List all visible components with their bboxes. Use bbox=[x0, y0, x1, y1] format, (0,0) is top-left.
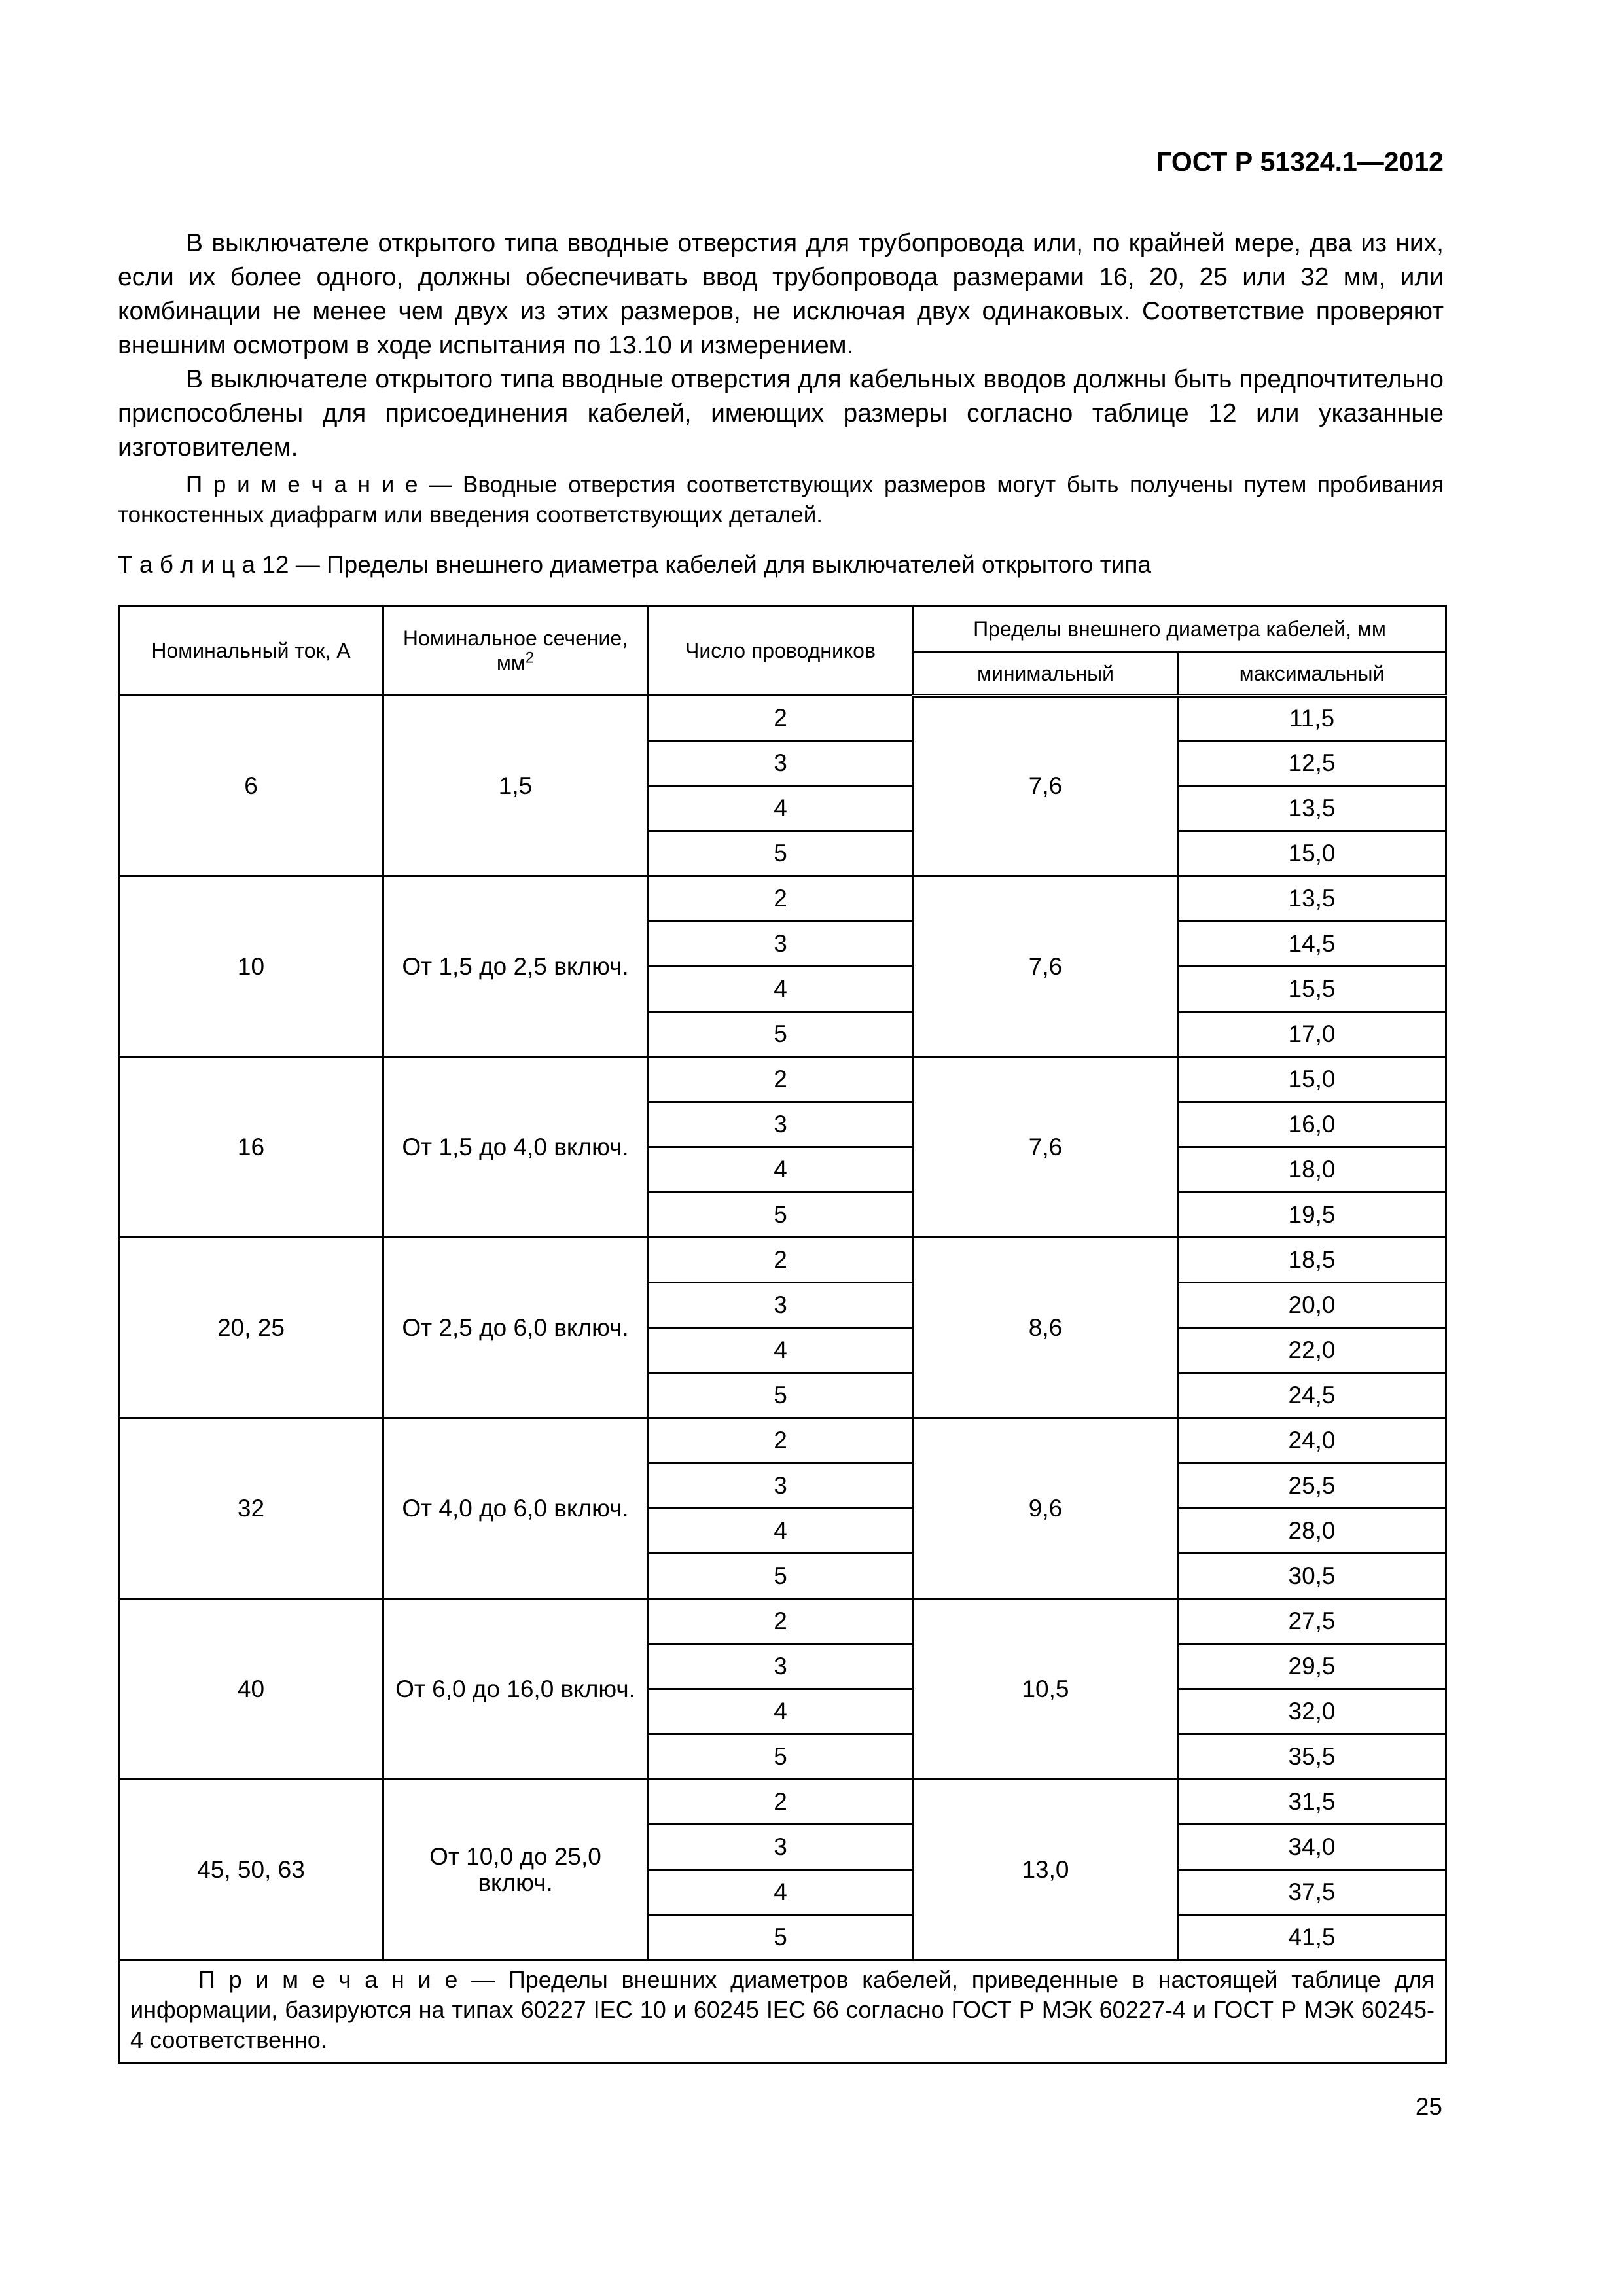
table-header bbox=[119, 606, 1446, 696]
cell-conductor-count: 3 bbox=[648, 1283, 914, 1328]
cell-max-diameter: 27,5 bbox=[1178, 1599, 1446, 1644]
cell-max-diameter: 24,0 bbox=[1178, 1418, 1446, 1463]
cell-rated-current: 16 bbox=[119, 1057, 383, 1238]
cell-conductor-count: 2 bbox=[648, 1599, 914, 1644]
cell-conductor-count: 5 bbox=[648, 1734, 914, 1780]
cell-max-diameter: 22,0 bbox=[1178, 1328, 1446, 1373]
cell-max-diameter: 15,5 bbox=[1178, 967, 1446, 1012]
cell-max-diameter: 41,5 bbox=[1178, 1915, 1446, 1960]
cell-cross-section: 1,5 bbox=[383, 696, 648, 876]
cell-conductor-count: 4 bbox=[648, 1689, 914, 1734]
cell-max-diameter: 12,5 bbox=[1178, 741, 1446, 786]
cell-conductor-count: 3 bbox=[648, 1463, 914, 1509]
cell-cross-section: От 1,5 до 2,5 включ. bbox=[383, 876, 648, 1057]
cell-max-diameter: 17,0 bbox=[1178, 1012, 1446, 1057]
cell-max-diameter: 13,5 bbox=[1178, 876, 1446, 922]
cell-max-diameter: 16,0 bbox=[1178, 1102, 1446, 1147]
cable-diameter-table bbox=[118, 605, 1447, 2064]
cell-max-diameter: 25,5 bbox=[1178, 1463, 1446, 1509]
cell-rated-current: 6 bbox=[119, 696, 383, 876]
table-body bbox=[119, 696, 1446, 1960]
cell-conductor-count: 3 bbox=[648, 1102, 914, 1147]
cell-max-diameter: 29,5 bbox=[1178, 1644, 1446, 1689]
table-row bbox=[119, 1780, 1446, 1825]
header-diameter-limits: Пределы внешнего диаметра кабелей, мм bbox=[914, 606, 1446, 653]
cell-conductor-count: 4 bbox=[648, 967, 914, 1012]
cell-conductor-count: 4 bbox=[648, 786, 914, 831]
cell-conductor-count: 4 bbox=[648, 1328, 914, 1373]
cell-conductor-count: 2 bbox=[648, 1780, 914, 1825]
cell-min-diameter: 9,6 bbox=[914, 1418, 1178, 1599]
cell-rated-current: 32 bbox=[119, 1418, 383, 1599]
cell-conductor-count: 5 bbox=[648, 1012, 914, 1057]
cell-cross-section: От 10,0 до 25,0 включ. bbox=[383, 1780, 648, 1960]
cell-conductor-count: 2 bbox=[648, 876, 914, 922]
header-cross-section: Номинальное сечение, $мм^2$ bbox=[383, 606, 648, 696]
cell-cross-section: От 4,0 до 6,0 включ. bbox=[383, 1418, 648, 1599]
cell-max-diameter: 18,5 bbox=[1178, 1238, 1446, 1283]
standard-id: ГОСТ Р 51324.1—2012 bbox=[1156, 147, 1444, 177]
table-caption bbox=[118, 551, 1151, 579]
cell-max-diameter: 24,5 bbox=[1178, 1373, 1446, 1418]
cell-rated-current: 10 bbox=[119, 876, 383, 1057]
cell-min-diameter: 7,6 bbox=[914, 1057, 1178, 1238]
cell-conductor-count: 2 bbox=[648, 1238, 914, 1283]
paragraph-cable-entries: В выключателе открытого типа вводные отверстия для кабельных вводов должны быть предпочтительно приспособлены для присоединения кабелей, имеющих размеры согласно таблице 12 или указанные изготовителем. bbox=[118, 365, 1444, 461]
cell-conductor-count: 3 bbox=[648, 1644, 914, 1689]
header-rated-current: Номинальный ток, А bbox=[119, 606, 383, 696]
cell-conductor-count: 4 bbox=[648, 1147, 914, 1193]
cell-rated-current: 20, 25 bbox=[119, 1238, 383, 1418]
cell-max-diameter: 30,5 bbox=[1178, 1554, 1446, 1599]
cell-max-diameter: 28,0 bbox=[1178, 1509, 1446, 1554]
cell-max-diameter: 34,0 bbox=[1178, 1825, 1446, 1870]
note-label: П р и м е ч а н и е bbox=[186, 472, 418, 497]
cell-conductor-count: 3 bbox=[648, 741, 914, 786]
table-footnote bbox=[119, 1960, 1446, 2063]
table-row bbox=[119, 696, 1446, 741]
cell-max-diameter: 11,5 bbox=[1178, 696, 1446, 741]
cell-max-diameter: 32,0 bbox=[1178, 1689, 1446, 1734]
cell-conductor-count: 5 bbox=[648, 1373, 914, 1418]
cell-min-diameter: 7,6 bbox=[914, 696, 1178, 876]
table-row bbox=[119, 876, 1446, 922]
cell-conductor-count: 5 bbox=[648, 1554, 914, 1599]
cell-conductor-count: 2 bbox=[648, 1418, 914, 1463]
cell-rated-current: 45, 50, 63 bbox=[119, 1780, 383, 1960]
cell-cross-section: От 2,5 до 6,0 включ. bbox=[383, 1238, 648, 1418]
cell-max-diameter: 35,5 bbox=[1178, 1734, 1446, 1780]
cell-conductor-count: 5 bbox=[648, 1193, 914, 1238]
note-entries bbox=[118, 470, 1444, 530]
header-max-diameter: максимальный bbox=[1178, 653, 1446, 696]
cell-conductor-count: 4 bbox=[648, 1509, 914, 1554]
table-caption-label: Т а б л и ц а bbox=[118, 551, 256, 578]
cell-max-diameter: 13,5 bbox=[1178, 786, 1446, 831]
header-min-diameter: минимальный bbox=[914, 653, 1178, 696]
cell-conductor-count: 2 bbox=[648, 1057, 914, 1102]
cell-conductor-count: 3 bbox=[648, 922, 914, 967]
cell-cross-section: От 1,5 до 4,0 включ. bbox=[383, 1057, 648, 1238]
cell-conductor-count: 2 bbox=[648, 696, 914, 741]
cell-min-diameter: 13,0 bbox=[914, 1780, 1178, 1960]
note-text: — Вводные отверстия соответствующих размеров могут быть получены путем пробивания тонкостенных диафрагм или введения соответствующих деталей. bbox=[118, 472, 1444, 528]
cell-rated-current: 40 bbox=[119, 1599, 383, 1780]
table-footnote-label: П р и м е ч а н и е bbox=[198, 1966, 458, 1993]
cell-min-diameter: 10,5 bbox=[914, 1599, 1178, 1780]
cell-max-diameter: 31,5 bbox=[1178, 1780, 1446, 1825]
cell-max-diameter: 20,0 bbox=[1178, 1283, 1446, 1328]
cell-conductor-count: 3 bbox=[648, 1825, 914, 1870]
header-conductor-count: Число проводников bbox=[648, 606, 914, 696]
cell-max-diameter: 19,5 bbox=[1178, 1193, 1446, 1238]
cell-cross-section: От 6,0 до 16,0 включ. bbox=[383, 1599, 648, 1780]
table-row bbox=[119, 1057, 1446, 1102]
cell-max-diameter: 15,0 bbox=[1178, 831, 1446, 876]
cell-max-diameter: 15,0 bbox=[1178, 1057, 1446, 1102]
cell-min-diameter: 7,6 bbox=[914, 876, 1178, 1057]
cell-max-diameter: 37,5 bbox=[1178, 1870, 1446, 1915]
table-caption-text: 12 — Пределы внешнего диаметра кабелей для выключателей открытого типа bbox=[255, 551, 1151, 578]
paragraph-conduit-entries: В выключателе открытого типа вводные отверстия для трубопровода или, по крайней мере, два из них, если их более одного, должны обеспечивать ввод трубопровода размерами 16, 20, 25 или 32 мм, или комбинации не менее чем двух из этих размеров, не исключая двух одинаковых. Соответствие проверяют внешним осмотром в ходе испытания по 13.10 и измерением. bbox=[118, 229, 1444, 359]
cell-conductor-count: 5 bbox=[648, 1915, 914, 1960]
cell-conductor-count: 5 bbox=[648, 831, 914, 876]
page-number: 25 bbox=[1415, 2093, 1442, 2120]
table-row bbox=[119, 1599, 1446, 1644]
table-row bbox=[119, 1418, 1446, 1463]
table-row bbox=[119, 1238, 1446, 1283]
body-text bbox=[118, 226, 1444, 465]
cell-max-diameter: 18,0 bbox=[1178, 1147, 1446, 1193]
cell-min-diameter: 8,6 bbox=[914, 1238, 1178, 1418]
table-footnote-text: — Пределы внешних диаметров кабелей, приведенные в настоящей таблице для информации, базируются на типах 60227 IEC 10 и 60245 IEC 66 согласно ГОСТ Р МЭК 60227-4 и ГОСТ Р МЭК 60245-4 соответственно. bbox=[130, 1966, 1435, 2053]
cell-conductor-count: 4 bbox=[648, 1870, 914, 1915]
table-footer bbox=[119, 1960, 1446, 2063]
cell-max-diameter: 14,5 bbox=[1178, 922, 1446, 967]
